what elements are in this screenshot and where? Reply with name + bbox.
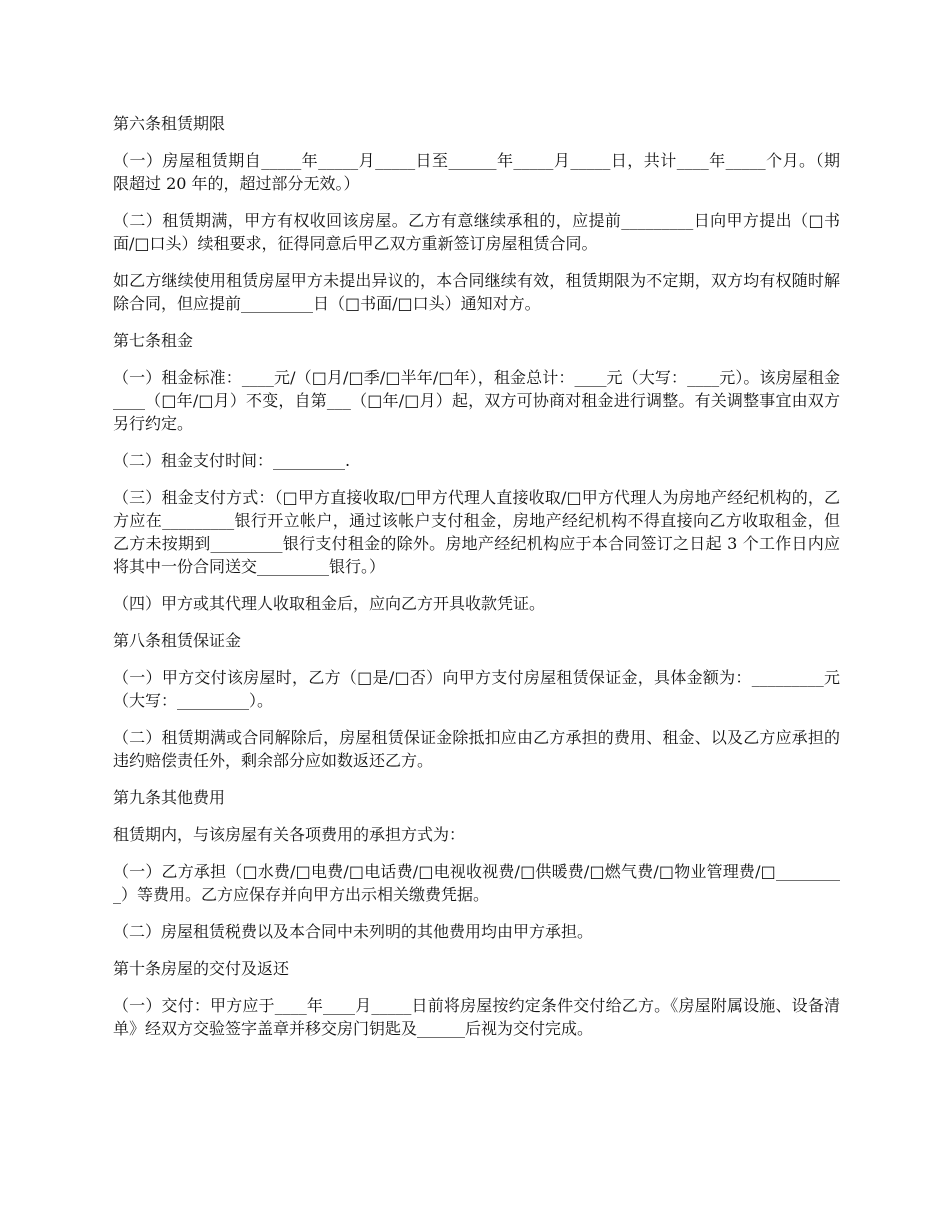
paragraph-rent-payment-time: （二）租金支付时间：_________.: [113, 451, 351, 470]
section-heading-article-7: 第七条租金: [113, 331, 194, 350]
section-heading-article-10: 第十条房屋的交付及返还: [113, 959, 290, 978]
paragraph-lease-term: （一）房屋租赁期自_____年_____月_____日至______年_____月_____日，共计____年_____个月。（期限超过 20 年的，超过部分无效。）: [113, 151, 840, 193]
paragraph-indefinite-term: 如乙方继续使用租赁房屋甲方未提出异议的，本合同继续有效，租赁期限为不定期，双方均有权随时解除合同，但应提前_________日（□书面/□口头）通知对方。: [113, 271, 840, 313]
paragraph-other-fees-intro: 租赁期内，与该房屋有关各项费用的承担方式为：: [113, 825, 466, 844]
document-page: [113, 112, 840, 1054]
paragraph-lease-renewal: （二）租赁期满，甲方有权收回该房屋。乙方有意继续承租的，应提前_________日向甲方提出（□书面/□口头）续租要求，征得同意后甲乙双方重新签订房屋租赁合同。: [113, 211, 840, 253]
paragraph-deposit-amount: （一）甲方交付该房屋时，乙方（□是/□否）向甲方支付房屋租赁保证金，具体金额为：_________元（大写：_________）。: [113, 668, 840, 710]
paragraph-deposit-return: （二）租赁期满或合同解除后，房屋租赁保证金除抵扣应由乙方承担的费用、租金、以及乙方应承担的违约赔偿责任外，剩余部分应如数返还乙方。: [113, 728, 840, 770]
paragraph-rent-standard: （一）租金标准：____元/（□月/□季/□半年/□年），租金总计：____元（大写：____元）。该房屋租金____（□年/□月）不变，自第___（□年/□月）起，双方可协商对租金进行调整。有关调整事宜由双方另行约定。: [113, 368, 840, 433]
paragraph-rent-receipt: （四）甲方或其代理人收取租金后，应向乙方开具收款凭证。: [113, 594, 546, 613]
section-heading-article-9: 第九条其他费用: [113, 788, 226, 807]
paragraph-rent-payment-method: （三）租金支付方式：（□甲方直接收取/□甲方代理人直接收取/□甲方代理人为房地产经纪机构的，乙方应在_________银行开立帐户，通过该帐户支付租金，房地产经纪机构不得直接向乙方收取租金，但乙方未按期到_________银行支付租金的除外。房地产经纪机构应于本合同签订之日起 3 个工作日内应将其中一份合同送交_________银行。）: [113, 488, 840, 576]
section-heading-article-6: 第六条租赁期限: [113, 114, 226, 133]
section-heading-article-8: 第八条租赁保证金: [113, 631, 242, 650]
paragraph-delivery: （一）交付：甲方应于____年____月_____日前将房屋按约定条件交付给乙方。《房屋附属设施、设备清单》经双方交验签字盖章并移交房门钥匙及______后视为交付完成。: [113, 996, 840, 1038]
paragraph-tenant-fees: （一）乙方承担（□水费/□电费/□电话费/□电视收视费/□供暖费/□燃气费/□物业管理费/□_________）等费用。乙方应保存并向甲方出示相关缴费凭据。: [113, 862, 840, 904]
paragraph-landlord-fees: （二）房屋租赁税费以及本合同中未列明的其他费用均由甲方承担。: [113, 922, 594, 941]
